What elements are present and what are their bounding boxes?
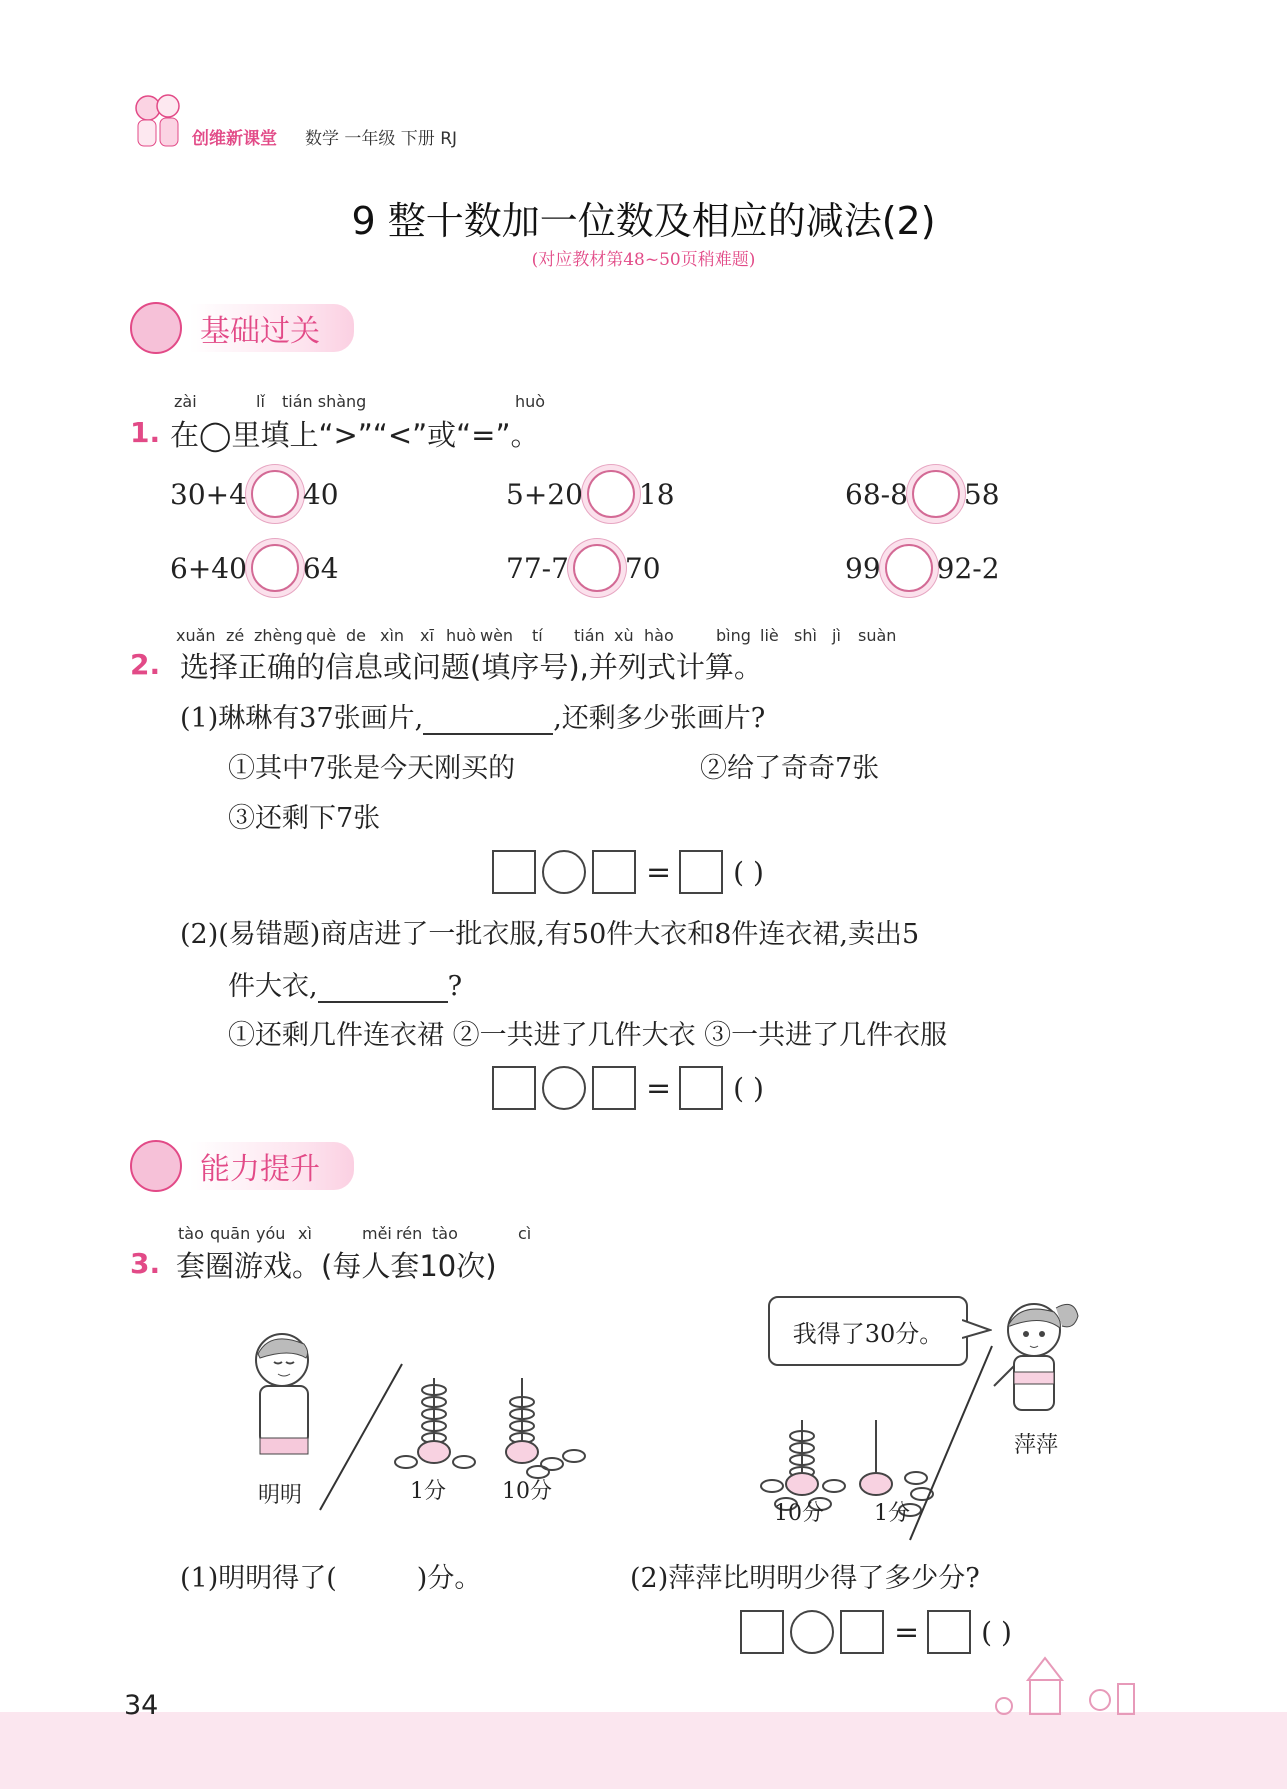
divider-line <box>906 1344 996 1548</box>
eq-operator-circle[interactable] <box>542 850 586 894</box>
q2-pinyin-syllable: xī <box>420 626 434 645</box>
q3-pinyin-syllable: yóu <box>256 1224 286 1243</box>
girl-name-label: 萍萍 <box>1014 1433 1059 1458</box>
q2-pinyin-syllable: què <box>306 626 337 645</box>
section-basic <box>130 308 354 348</box>
expr-left: 6+40 <box>170 551 247 585</box>
stake-10-point-illustration <box>488 1372 588 1486</box>
compare-circle-input[interactable] <box>587 470 635 518</box>
eq-number-box[interactable] <box>840 1610 884 1654</box>
stake-score-label: 10分 <box>502 1479 552 1504</box>
q2-pinyin-syllable: liè <box>760 626 779 645</box>
q2-instruction: 选择正确的信息或问题(填序号),并列式计算。 <box>180 650 763 684</box>
expr-left: 99 <box>845 551 881 585</box>
compare-circle-input[interactable] <box>251 470 299 518</box>
eq-result-box[interactable] <box>679 1066 723 1110</box>
eq-number-box[interactable] <box>592 850 636 894</box>
eq-result-box[interactable] <box>679 850 723 894</box>
eq-unit-paren: ( ) <box>733 1071 764 1105</box>
q2-p2-stem-line2 <box>228 964 462 1003</box>
section-badge-icon <box>130 1140 182 1192</box>
q2-p2-stem-line1: (2)(易错题)商店进了一批衣服,有50件大衣和8件连衣裙,卖出5 <box>180 919 920 950</box>
eq-equals-sign: = <box>894 1614 920 1650</box>
header-book-info: 数学 一年级 下册 RJ <box>305 129 458 149</box>
q2-p2-answer-blank[interactable] <box>318 975 448 1003</box>
q3-sub2-equation <box>740 1610 1012 1654</box>
footer-castle-decoration <box>990 1650 1160 1724</box>
q2-p2-stem-c: ? <box>447 971 463 1002</box>
q3-pinyin-syllable: tào <box>178 1224 204 1243</box>
header-mascot <box>130 88 186 152</box>
section-advanced-label: 能力提升 <box>190 1142 354 1190</box>
stake-score-label: 1分 <box>874 1501 910 1526</box>
speech-bubble-text: 我得了30分。 <box>792 1319 944 1348</box>
eq-result-box[interactable] <box>927 1610 971 1654</box>
q2-p1-option-1: ①其中7张是今天刚买的 <box>228 753 516 784</box>
stake-score-label: 1分 <box>410 1479 446 1504</box>
page-subtitle: (对应教材第48~50页稍难题) <box>531 250 756 270</box>
q1-expr-2 <box>506 470 675 518</box>
q1-expr-6 <box>845 544 1000 592</box>
eq-number-box[interactable] <box>492 1066 536 1110</box>
expr-right: 70 <box>624 551 661 585</box>
q2-pinyin-syllable: xuǎn <box>176 626 216 645</box>
compare-circle-input[interactable] <box>251 544 299 592</box>
q2-p2-options: ①还剩几件连衣裙 ②一共进了几件大衣 ③一共进了几件衣服 <box>228 1020 948 1051</box>
expr-right: 18 <box>638 477 675 511</box>
page-title: 9 整十数加一位数及相应的减法(2) <box>351 199 936 243</box>
q3-pinyin-syllable: cì <box>518 1224 532 1243</box>
q3-pinyin-syllable: tào <box>432 1224 458 1243</box>
q1-number: 1. <box>130 416 161 449</box>
page-number: 34 <box>124 1690 159 1721</box>
q2-pinyin-syllable: zhèng <box>254 626 303 645</box>
q2-pinyin-syllable: jì <box>832 626 841 645</box>
expr-right: 92-2 <box>936 551 1000 585</box>
boy-name-label: 明明 <box>258 1483 303 1508</box>
q2-pinyin-syllable: suàn <box>858 626 897 645</box>
q2-p2-stem-b: 件大衣, <box>228 971 318 1002</box>
q1-expr-4 <box>170 544 339 592</box>
section-advanced <box>130 1146 354 1186</box>
q2-p1-option-2: ②给了奇奇7张 <box>700 753 880 784</box>
q2-pinyin-syllable: zé <box>226 626 245 645</box>
q2-pinyin-syllable: de <box>346 626 366 645</box>
q2-pinyin-syllable: shì <box>794 626 817 645</box>
eq-operator-circle[interactable] <box>790 1610 834 1654</box>
q3-number: 3. <box>130 1247 161 1280</box>
expr-left: 68-8 <box>845 477 908 511</box>
q3-pinyin-syllable: quān <box>210 1224 251 1243</box>
q1-pinyin-huo: huò <box>515 392 546 411</box>
eq-operator-circle[interactable] <box>542 1066 586 1110</box>
q2-pinyin-syllable: huò <box>446 626 477 645</box>
expr-left: 30+4 <box>170 477 247 511</box>
q2-p1-stem-a: (1)琳琳有37张画片, <box>180 703 424 734</box>
q3-instruction: 套圈游戏。(每人套10次) <box>176 1249 497 1283</box>
q2-p2-equation <box>492 1066 764 1110</box>
q3-pinyin-syllable: xì <box>298 1224 312 1243</box>
compare-circle-input[interactable] <box>885 544 933 592</box>
speech-bubble-tail <box>962 1318 992 1346</box>
q3-pinyin-syllable: měi <box>362 1224 392 1243</box>
q2-p1-equation <box>492 850 764 894</box>
q2-p1-stem-b: ,还剩多少张画片? <box>553 703 766 734</box>
eq-number-box[interactable] <box>592 1066 636 1110</box>
section-basic-label: 基础过关 <box>190 304 354 352</box>
q2-p1-answer-blank[interactable] <box>423 707 553 735</box>
expr-right: 58 <box>963 477 1000 511</box>
q3-sub1-a: (1)明明得了( <box>180 1563 337 1594</box>
stake-score-label: 10分 <box>774 1501 824 1526</box>
q1-instruction: 在◯里填上“>”“<”或“=”。 <box>170 418 540 452</box>
eq-unit-paren: ( ) <box>733 855 764 889</box>
q2-p1-option-3: ③还剩下7张 <box>228 803 381 834</box>
girl-pingping-illustration <box>990 1290 1086 1434</box>
eq-equals-sign: = <box>646 1070 672 1106</box>
q3-sub2: (2)萍萍比明明少得了多少分? <box>630 1563 980 1594</box>
q3-sub1 <box>180 1556 481 1595</box>
eq-equals-sign: = <box>646 854 672 890</box>
q1-pinyin-tianshang: tián shàng <box>282 392 367 411</box>
q2-pinyin-syllable: hào <box>644 626 674 645</box>
eq-number-box[interactable] <box>740 1610 784 1654</box>
q1-expr-5 <box>506 544 661 592</box>
q1-pinyin-zai: zài <box>174 392 197 411</box>
q2-number: 2. <box>130 648 161 681</box>
q2-pinyin-syllable: wèn <box>480 626 514 645</box>
eq-number-box[interactable] <box>492 850 536 894</box>
header-brand: 创维新课堂 <box>192 129 277 149</box>
stake-1-point-illustration <box>390 1372 480 1486</box>
q2-pinyin-syllable: tí <box>532 626 543 645</box>
expr-right: 40 <box>302 477 339 511</box>
compare-circle-input[interactable] <box>573 544 621 592</box>
expr-right: 64 <box>302 551 339 585</box>
compare-circle-input[interactable] <box>912 470 960 518</box>
q2-p1-stem <box>180 696 765 735</box>
section-badge-icon <box>130 302 182 354</box>
q1-expr-3 <box>845 470 1000 518</box>
expr-left: 5+20 <box>506 477 583 511</box>
q2-pinyin-syllable: bìng <box>716 626 751 645</box>
expr-left: 77-7 <box>506 551 569 585</box>
q2-pinyin-syllable: xìn <box>380 626 405 645</box>
eq-unit-paren: ( ) <box>981 1615 1012 1649</box>
q2-pinyin-syllable: xù <box>614 626 634 645</box>
q2-pinyin-syllable: tián <box>574 626 605 645</box>
q3-sub1-b: )分。 <box>416 1563 482 1594</box>
q3-pinyin-syllable: rén <box>396 1224 423 1243</box>
q1-expr-1 <box>170 470 339 518</box>
q1-pinyin-li: lǐ <box>256 392 265 411</box>
